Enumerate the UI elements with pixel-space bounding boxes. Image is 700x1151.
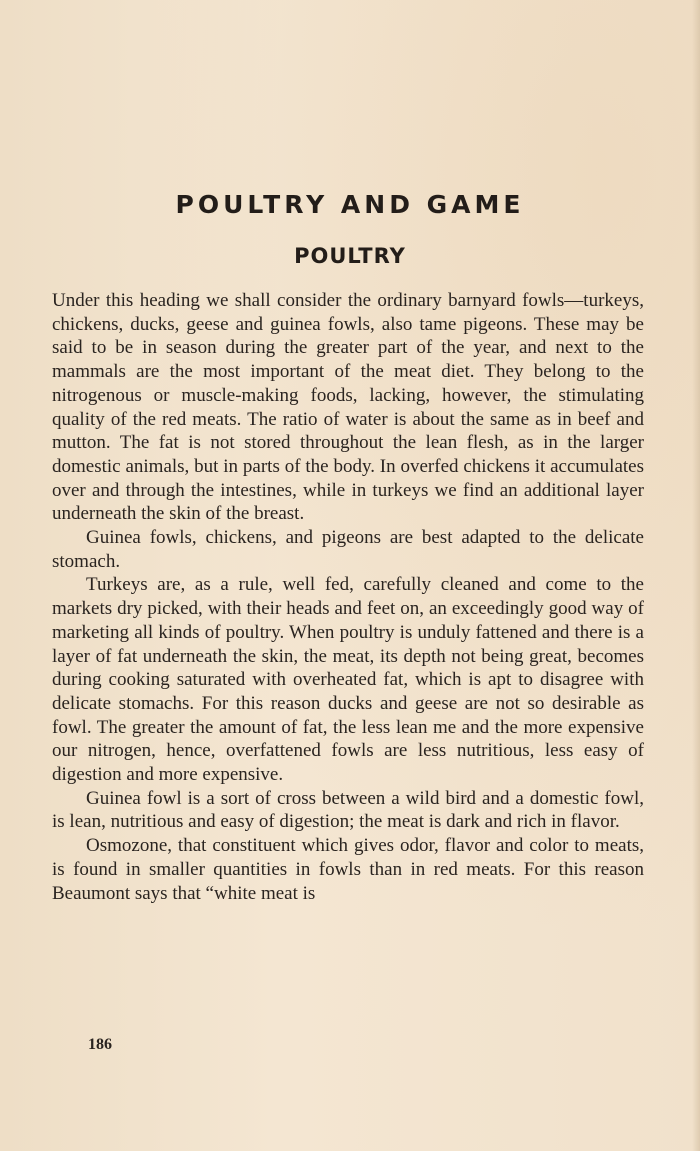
page-number: 186 (88, 1036, 112, 1053)
paragraph: Turkeys are, as a rule, well fed, carefully cleaned and come to the markets dry picked, with their heads and feet on, an exceedingly good way of marketing all kinds of poultry. When poultry is unduly fattened and there is a layer of fat underneath the skin, the meat, its depth not being great, becomes during cooking saturated with overheated fat, which is apt to disagree with delicate stomachs. For this reason ducks and geese are not so desirable as fowl. The greater the amount of fat, the less lean me and the more expensive our nitrogen, hence, overfattened fowls are less nutritious, less easy of digestion and more expensive. (52, 574, 644, 786)
page-edge-shadow (692, 0, 700, 1151)
chapter-title: POULTRY AND GAME (175, 190, 525, 219)
paragraph: Guinea fowl is a sort of cross between a wild bird and a domestic fowl, is lean, nutritious and easy of digestion; the meat is dark and rich in flavor. (52, 787, 644, 833)
paragraph: Guinea fowls, chickens, and pigeons are best adapted to the delicate stomach. (52, 527, 644, 572)
section-title: POULTRY (294, 244, 406, 268)
body-text (52, 289, 644, 905)
paragraph: Under this heading we shall consider the ordinary barnyard fowls—turkeys, chickens, ducks, geese and guinea fowls, also tame pigeons. These may be said to be in season during the greater part of the year, and next to the mammals are the most important of the meat diet. They belong to the nitrogenous or muscle-making foods, lacking, however, the stimulating quality of the red meats. The ratio of water is about the same as in beef and mutton. The fat is not stored throughout the lean flesh, as in the larger domestic animals, but in parts of the body. In overfed chickens it accumulates over and through the intestines, while in turkeys we find an additional layer underneath the skin of the breast. (52, 290, 644, 525)
paragraph: Osmozone, that constituent which gives odor, flavor and color to meats, is found in smaller quantities in fowls than in red meats. For this reason Beaumont says that “white meat is (52, 835, 644, 904)
